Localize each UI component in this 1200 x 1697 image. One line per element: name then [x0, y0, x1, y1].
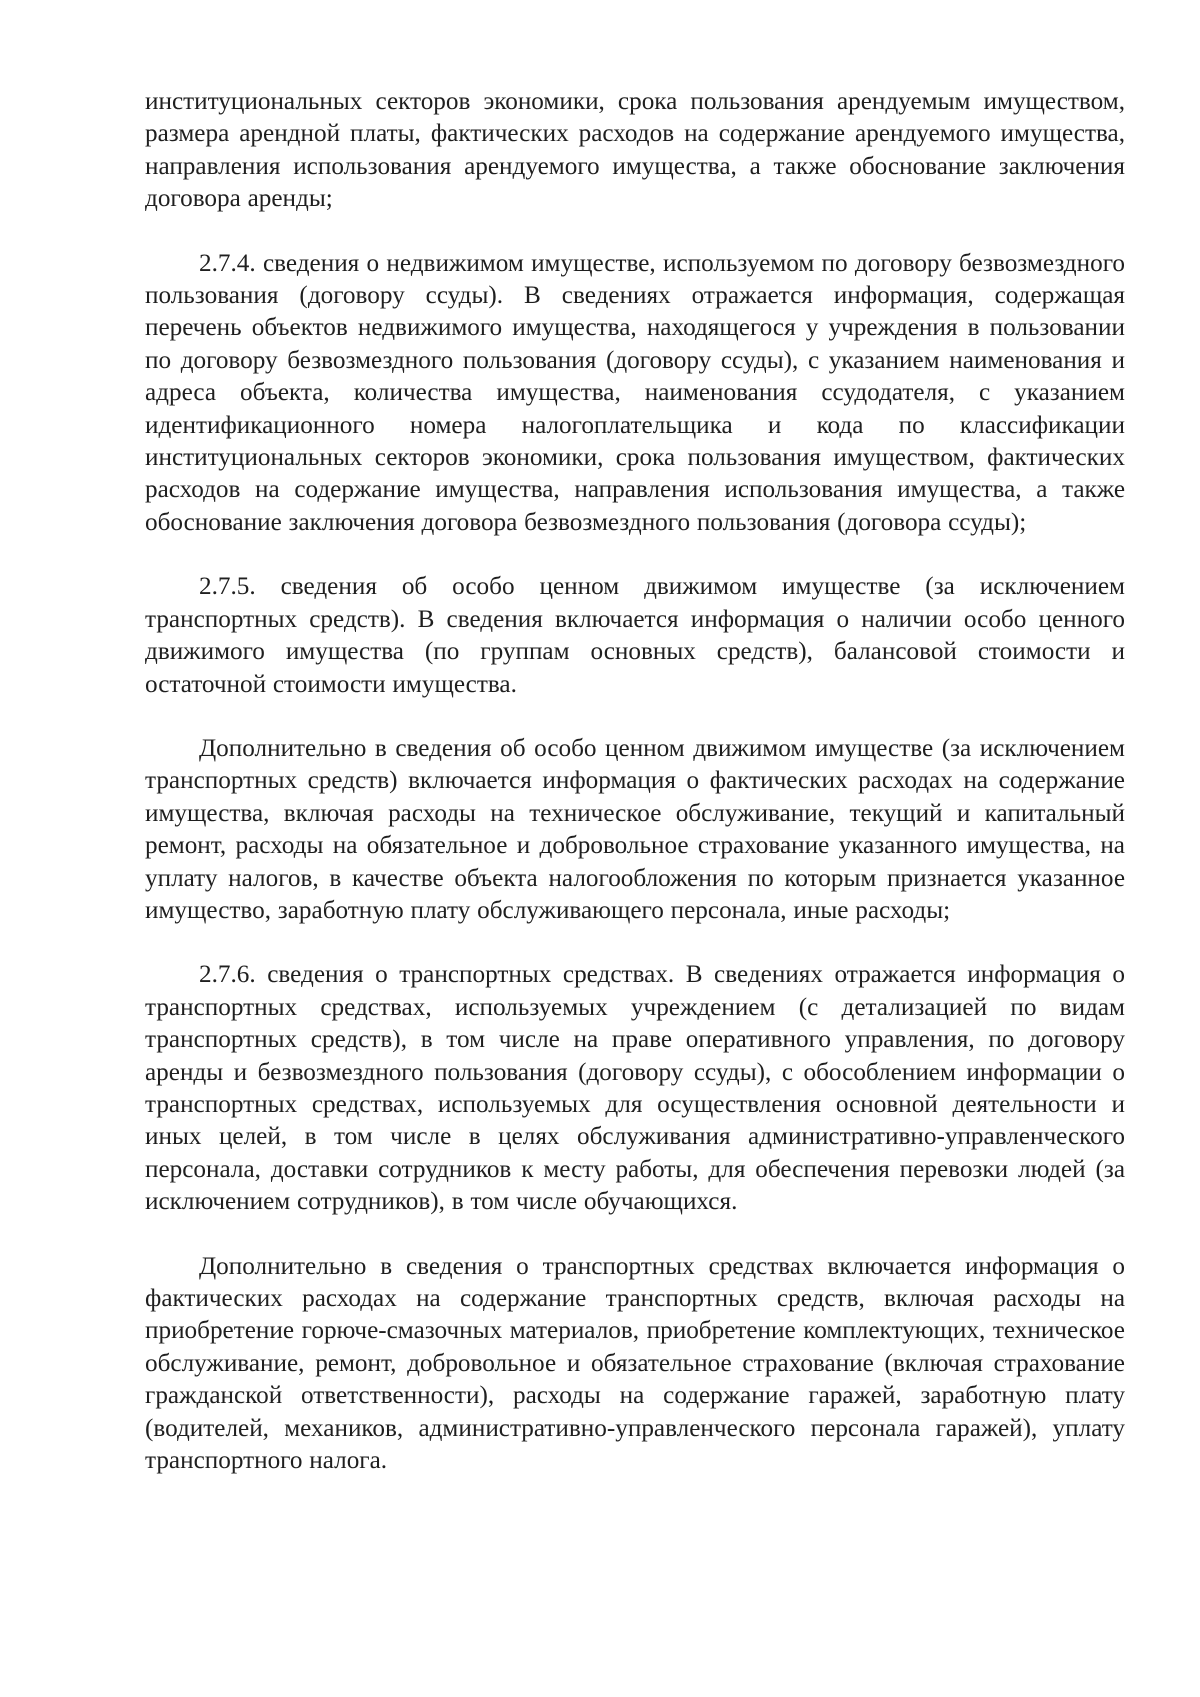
- document-page: [145, 86, 1125, 1509]
- paragraph-2-7-6: 2.7.6. сведения о транспортных средствах. В сведениях отражается информация о транспортных средствах, используемых учреждением (с детализацией по видам транспортных средств), в том числе на праве оперативного управления, по договору аренды и безвозмездного пользования (договору ссуды), с обособлением информации о транспортных средствах, используемых для осуществления основной деятельности и иных целей, в том числе в целях обслуживания административно-управленческого персонала, доставки сотрудников к месту работы, для обеспечения перевозки людей (за исключением сотрудников), в том числе обучающихся.: [145, 961, 1125, 1216]
- paragraph-2-7-6-additional: Дополнительно в сведения о транспортных средствах включается информация о фактических расходах на содержание транспортных средств, включая расходы на приобретение горюче-смазочных материалов, приобретение комплектующих, техническое обслуживание, ремонт, добровольное и обязательное страхование (включая страхование гражданской ответственности), расходы на содержание гаражей, заработную плату (водителей, механиков, административно-управленческого персонала гаражей), уплату транспортного налога.: [145, 1252, 1125, 1475]
- paragraph-2-7-5-additional: Дополнительно в сведения об особо ценном движимом имуществе (за исключением транспортных средств) включается информация о фактических расходах на содержание имущества, включая расходы на техническое обслуживание, текущий и капитальный ремонт, расходы на обязательное и добровольное страхование указанного имущества, на уплату налогов, в качестве объекта налогообложения по которым признается указанное имущество, заработную плату обслуживающего персонала, иные расходы;: [145, 734, 1125, 924]
- paragraph-2-7-5: 2.7.5. сведения об особо ценном движимом имуществе (за исключением транспортных средств). В сведения включается информация о наличии особо ценного движимого имущества (по группам основных средств), балансовой стоимости и остаточной стоимости имущества.: [145, 573, 1125, 698]
- paragraph-2-7-4: 2.7.4. сведения о недвижимом имуществе, используемом по договору безвозмездного пользования (договору ссуды). В сведениях отражается информация, содержащая перечень объектов недвижимого имущества, находящегося у учреждения в пользовании по договору безвозмездного пользования (договору ссуды), с указанием наименования и адреса объекта, количества имущества, наименования ссудодателя, с указанием идентификационного номера налогоплательщика и кода по классификации институциональных секторов экономики, срока пользования имуществом, фактических расходов на содержание имущества, направления использования имущества, а также обоснование заключения договора безвозмездного пользования (договора ссуды);: [145, 249, 1125, 536]
- paragraph-continuation: институциональных секторов экономики, срока пользования арендуемым имуществом, размера арендной платы, фактических расходов на содержание арендуемого имущества, направления использования арендуемого имущества, а также обоснование заключения договора аренды;: [145, 88, 1125, 213]
